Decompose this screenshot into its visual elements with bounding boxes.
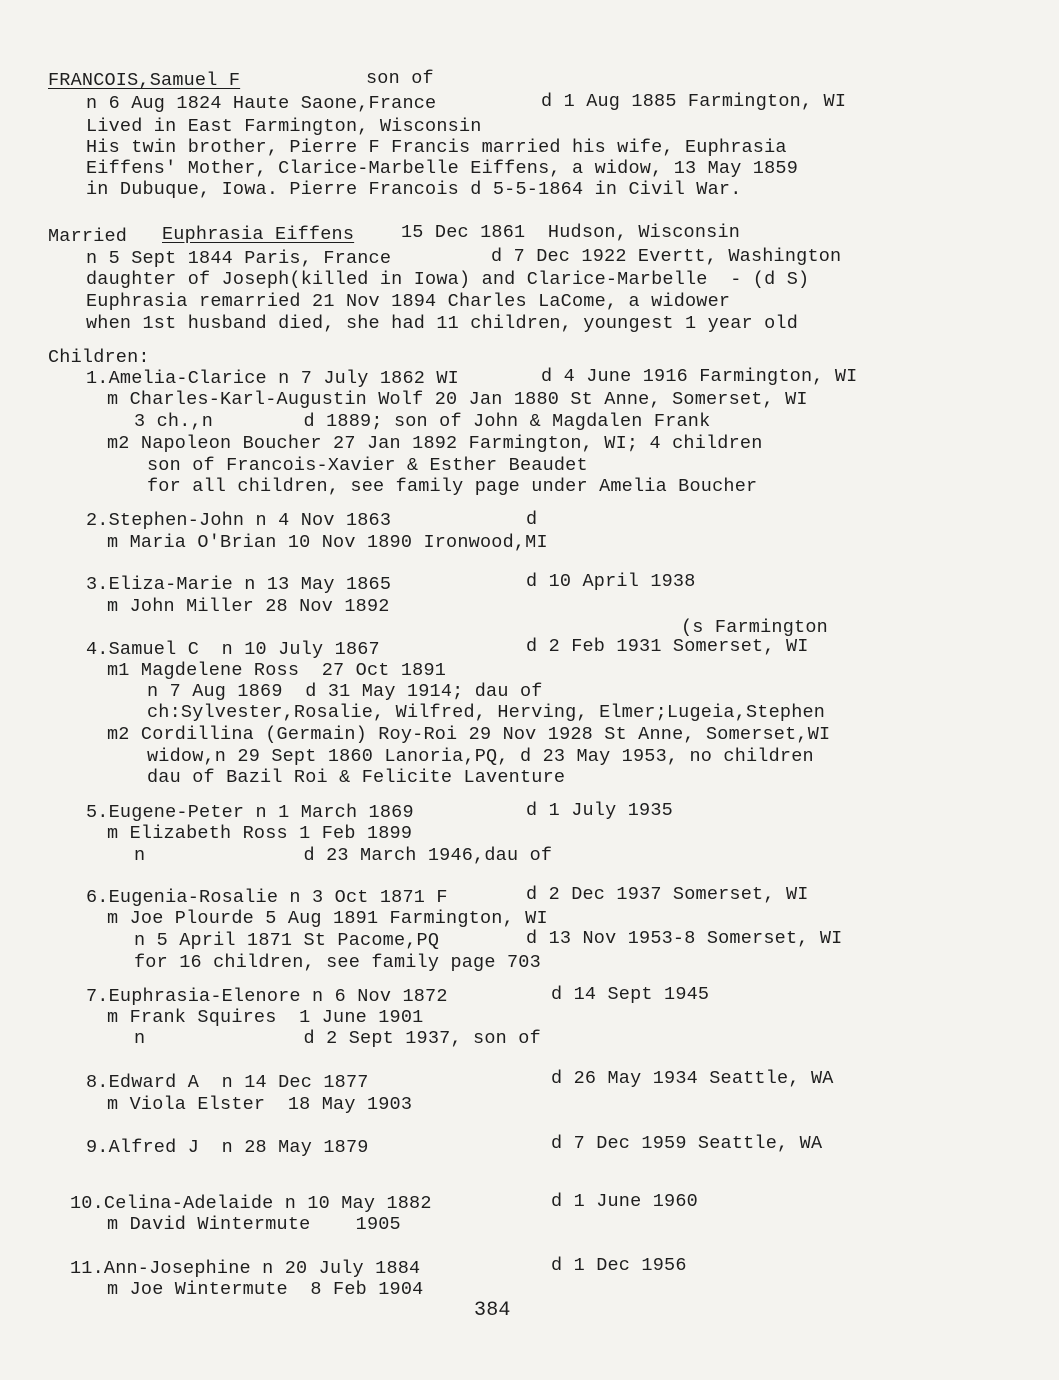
- subject-birth: n 6 Aug 1824 Haute Saone,France: [86, 93, 437, 114]
- child-death: d 4 June 1916 Farmington, WI: [541, 366, 858, 387]
- child-entry: 8.Edward A n 14 Dec 1877: [86, 1072, 369, 1093]
- son-of-label: son of: [366, 68, 434, 89]
- child-death: d 26 May 1934 Seattle, WA: [551, 1068, 834, 1089]
- child-detail: m Joe Wintermute 8 Feb 1904: [107, 1279, 424, 1300]
- child-entry: 5.Eugene-Peter n 1 March 1869: [86, 802, 414, 823]
- child-detail: ch:Sylvester,Rosalie, Wilfred, Herving, Elmer;Lugeia,Stephen: [147, 702, 826, 723]
- spouse-note: daughter of Joseph(killed in Iowa) and Clarice-Marbelle - (d S): [86, 269, 810, 290]
- child-detail: m Joe Plourde 5 Aug 1891 Farmington, WI: [107, 908, 548, 929]
- child-detail: m Elizabeth Ross 1 Feb 1899: [107, 823, 413, 844]
- subject-note: in Dubuque, Iowa. Pierre Francois d 5-5-1864 in Civil War.: [86, 179, 742, 200]
- child-death: d 1 June 1960: [551, 1191, 698, 1212]
- spouse-death: d 7 Dec 1922 Evertt, Washington: [491, 246, 842, 267]
- child-detail: m1 Magdelene Ross 27 Oct 1891: [107, 660, 447, 681]
- subject-death: d 1 Aug 1885 Farmington, WI: [541, 91, 847, 112]
- child-detail: n d 23 March 1946,dau of: [134, 845, 553, 866]
- subject-name: FRANCOIS,Samuel F: [48, 70, 241, 91]
- child-detail: for all children, see family page under Amelia Boucher: [147, 476, 758, 497]
- child-death: d 1 July 1935: [526, 800, 673, 821]
- child-detail: m Frank Squires 1 June 1901: [107, 1007, 424, 1028]
- child-entry: 7.Euphrasia-Elenore n 6 Nov 1872: [86, 986, 448, 1007]
- child-detail: m David Wintermute 1905: [107, 1214, 401, 1235]
- spouse-name: Euphrasia Eiffens: [162, 224, 355, 245]
- page-number: 384: [474, 1299, 511, 1322]
- child-detail: son of Francois-Xavier & Esther Beaudet: [147, 455, 588, 476]
- child-detail: 3 ch.,n d 1889; son of John & Magdalen Frank: [134, 411, 711, 432]
- child-detail: widow,n 29 Sept 1860 Lanoria,PQ, d 23 May 1953, no children: [147, 746, 814, 767]
- child-detail: m John Miller 28 Nov 1892: [107, 596, 390, 617]
- child-detail: m2 Napoleon Boucher 27 Jan 1892 Farmington, WI; 4 children: [107, 433, 763, 454]
- child-entry: 10.Celina-Adelaide n 10 May 1882: [70, 1193, 432, 1214]
- child-entry: 6.Eugenia-Rosalie n 3 Oct 1871 F: [86, 887, 448, 908]
- subject-note: Eiffens' Mother, Clarice-Marbelle Eiffens, a widow, 13 May 1859: [86, 158, 799, 179]
- marriage-date-place: 15 Dec 1861 Hudson, Wisconsin: [401, 222, 741, 243]
- child-entry: 3.Eliza-Marie n 13 May 1865: [86, 574, 392, 595]
- child-entry: 11.Ann-Josephine n 20 July 1884: [70, 1258, 421, 1279]
- child-detail: m2 Cordillina (Germain) Roy-Roi 29 Nov 1928 St Anne, Somerset,WI: [107, 724, 831, 745]
- child-entry: 4.Samuel C n 10 July 1867: [86, 639, 380, 660]
- burial-note: (s Farmington: [681, 617, 828, 638]
- child-death: d 14 Sept 1945: [551, 984, 710, 1005]
- child-entry: 1.Amelia-Clarice n 7 July 1862 WI: [86, 368, 459, 389]
- child-death: d 10 April 1938: [526, 571, 696, 592]
- child-entry: 2.Stephen-John n 4 Nov 1863: [86, 510, 392, 531]
- spouse-birth: n 5 Sept 1844 Paris, France: [86, 248, 392, 269]
- child-entry: 9.Alfred J n 28 May 1879: [86, 1137, 369, 1158]
- subject-note: Lived in East Farmington, Wisconsin: [86, 116, 482, 137]
- child-death: d 2 Feb 1931 Somerset, WI: [526, 636, 809, 657]
- children-label: Children:: [48, 347, 150, 368]
- child-detail: m Maria O'Brian 10 Nov 1890 Ironwood,MI: [107, 532, 548, 553]
- child-death: d 1 Dec 1956: [551, 1255, 687, 1276]
- child-detail: d 13 Nov 1953-8 Somerset, WI: [526, 928, 843, 949]
- child-detail: m Viola Elster 18 May 1903: [107, 1094, 413, 1115]
- child-detail: n d 2 Sept 1937, son of: [134, 1028, 541, 1049]
- subject-note: His twin brother, Pierre F Francis married his wife, Euphrasia: [86, 137, 787, 158]
- child-detail: for 16 children, see family page 703: [134, 952, 541, 973]
- spouse-note: Euphrasia remarried 21 Nov 1894 Charles LaCome, a widower: [86, 291, 731, 312]
- child-detail: dau of Bazil Roi & Felicite Laventure: [147, 767, 566, 788]
- child-detail: n 5 April 1871 St Pacome,PQ: [134, 930, 440, 951]
- married-label: Married: [48, 226, 128, 247]
- child-death: d 7 Dec 1959 Seattle, WA: [551, 1133, 823, 1154]
- child-detail: m Charles-Karl-Augustin Wolf 20 Jan 1880 St Anne, Somerset, WI: [107, 389, 808, 410]
- child-detail: n 7 Aug 1869 d 31 May 1914; dau of: [147, 681, 543, 702]
- child-death: d 2 Dec 1937 Somerset, WI: [526, 884, 809, 905]
- spouse-note: when 1st husband died, she had 11 children, youngest 1 year old: [86, 313, 799, 334]
- child-death: d: [526, 509, 538, 530]
